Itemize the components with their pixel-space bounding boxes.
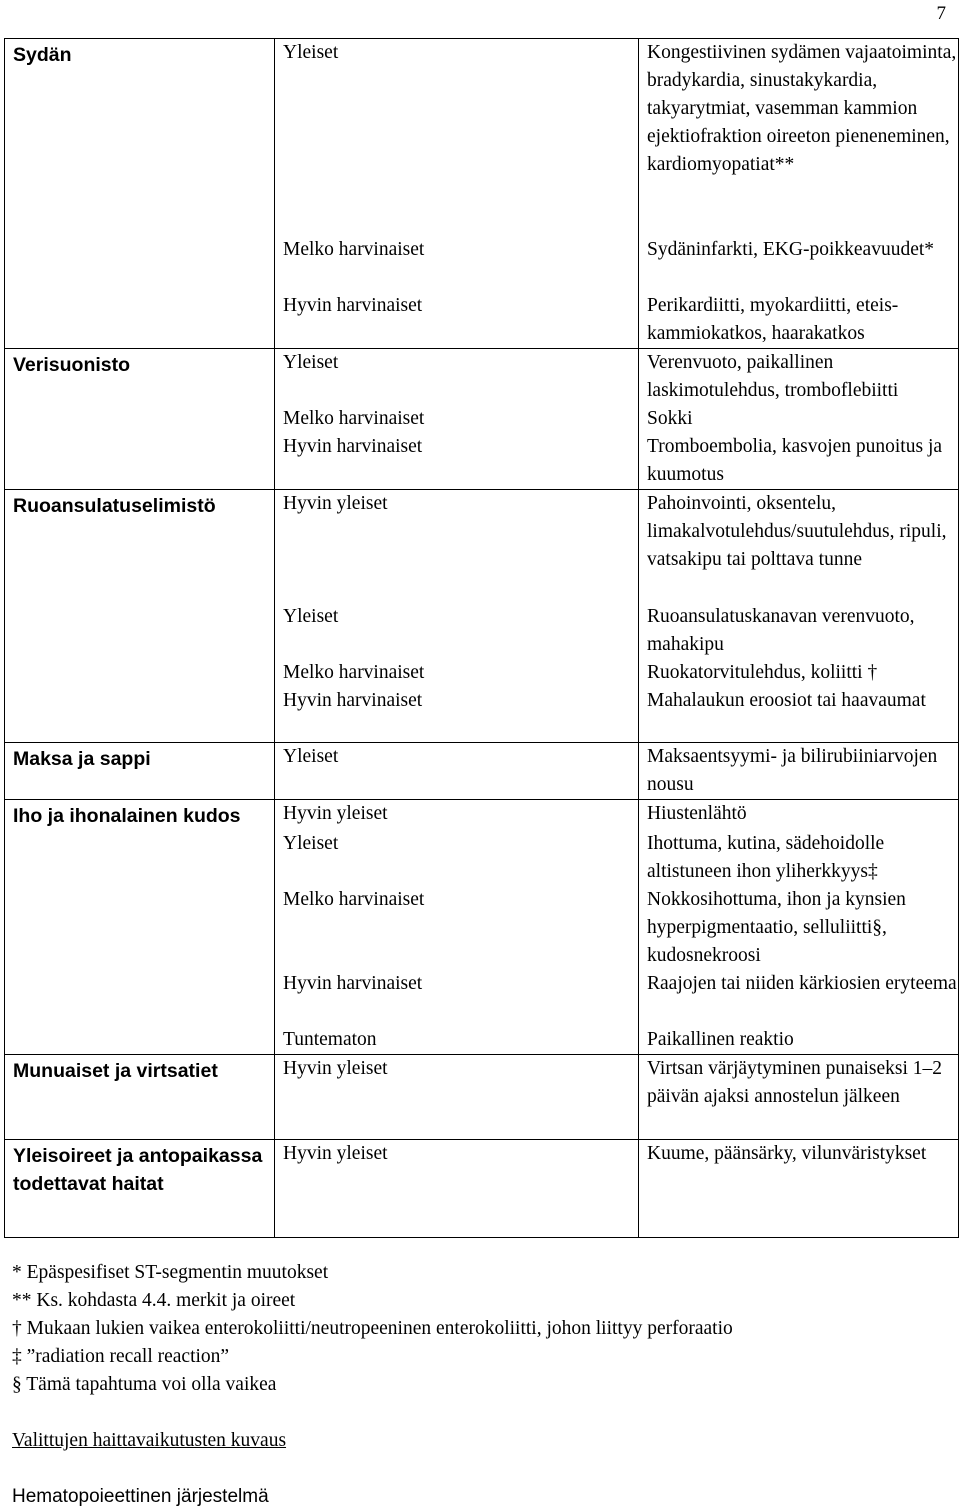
adverse-effect-cell: Ruoansulatuskanavan verenvuoto, mahakipu (647, 605, 915, 655)
organ-class-cell: Sydän (5, 39, 275, 236)
frequency-cell: Hyvin harvinaiset (275, 970, 639, 1026)
organ-class-cell (5, 405, 275, 433)
table-row (5, 970, 959, 1026)
organ-class-cell: Munuaiset ja virtsatiet (5, 1055, 275, 1140)
table-row (5, 659, 959, 687)
organ-class-cell: Ruoansulatuselimistö (5, 490, 275, 603)
adverse-effect-cell: Tromboembolia, kasvojen punoitus ja kuumotus (647, 436, 943, 485)
adverse-effect-cell: Hiustenlähtö (639, 800, 959, 831)
frequency-cell: Melko harvinaiset (275, 405, 639, 433)
table-row (5, 348, 959, 405)
adverse-effects-table (4, 38, 959, 1238)
frequency-cell: Yleiset (275, 743, 639, 800)
organ-class-cell (5, 1026, 275, 1055)
adverse-effect-cell: Kongestiivinen sydämen vajaatoiminta, bradykardia, sinustakykardia, takyarytmiat, vasemman kammion ejektiofraktion oireeton pieneneminen, kardiomyopatiat** (639, 39, 959, 236)
table-row (5, 603, 959, 659)
footnote: § Tämä tapahtuma voi olla vaikea (12, 1374, 277, 1395)
adverse-effect-cell: Perikardiitti, myokardiitti, eteis-kammiokatkos, haarakatkos (647, 294, 899, 344)
footnote: * Epäspesifiset ST-segmentin muutokset (12, 1262, 329, 1283)
frequency-cell: Hyvin yleiset (275, 1055, 639, 1140)
organ-class-cell (5, 970, 275, 1026)
adverse-effect-cell: Sydäninfarkti, EKG-poikkeavuudet* (647, 238, 935, 260)
organ-class-cell (5, 603, 275, 659)
page-number: 7 (936, 3, 946, 24)
frequency-cell: Yleiset (275, 603, 639, 659)
frequency-cell: Hyvin harvinaiset (275, 292, 639, 349)
footnote: ** Ks. kohdasta 4.4. merkit ja oireet (12, 1290, 296, 1311)
organ-class-cell (5, 292, 275, 349)
adverse-effect-cell: Raajojen tai niiden kärkiosien eryteema (647, 973, 957, 994)
frequency-cell: Hyvin harvinaiset (275, 687, 639, 743)
table-row (5, 236, 959, 292)
table-row (5, 433, 959, 490)
frequency-cell: Hyvin yleiset (275, 490, 639, 603)
frequency-cell: Melko harvinaiset (275, 236, 639, 292)
table-row (5, 292, 959, 349)
table-row (5, 886, 959, 970)
organ-class-cell: Verisuonisto (5, 348, 275, 405)
adverse-effect-cell: Nokkosihottuma, ihon ja kynsien hyperpigmentaatio, selluliitti§, kudosnekroosi (647, 889, 906, 966)
adverse-effect-cell: Mahalaukun eroosiot tai haavaumat (647, 689, 926, 711)
adverse-effect-cell: Ruokatorvitulehdus, koliitti † (647, 661, 878, 683)
adverse-effect-cell: Maksaentsyymi- ja bilirubiiniarvojen nousu (639, 743, 959, 800)
organ-class-cell: Iho ja ihonalainen kudos (5, 800, 275, 831)
adverse-effects-table-body (5, 39, 959, 1238)
footnote: † Mukaan lukien vaikea enterokoliitti/neutropeeninen enterokoliitti, johon liittyy perforaatio (12, 1318, 733, 1339)
adverse-effect-cell: Paikallinen reaktio (647, 1029, 794, 1050)
organ-class-cell (5, 659, 275, 687)
frequency-cell: Melko harvinaiset (275, 659, 639, 687)
organ-class-cell (5, 687, 275, 743)
organ-class-cell (5, 886, 275, 970)
table-row (5, 800, 959, 831)
adverse-effect-cell: Sokki (647, 408, 693, 429)
frequency-cell: Yleiset (275, 348, 639, 405)
footnote: ‡ ”radiation recall reaction” (12, 1346, 230, 1367)
table-row (5, 1026, 959, 1055)
subheading: Hematopoieettinen järjestelmä (12, 1486, 269, 1507)
section-heading: Valittujen haittavaikutusten kuvaus (12, 1430, 287, 1451)
table-row (5, 39, 959, 236)
adverse-effect-cell: Pahoinvointi, oksentelu, limakalvotulehdus/suutulehdus, ripuli, vatsakipu tai polttava tunne (639, 490, 959, 603)
footnotes (12, 1259, 733, 1399)
frequency-cell: Hyvin yleiset (275, 1140, 639, 1238)
frequency-cell: Yleiset (275, 830, 639, 886)
adverse-effect-cell: Kuume, päänsärky, vilunväristykset (639, 1140, 959, 1238)
table-row (5, 490, 959, 603)
organ-class-cell (5, 830, 275, 886)
frequency-cell: Yleiset (275, 39, 639, 236)
frequency-cell: Hyvin harvinaiset (275, 433, 639, 490)
table-row (5, 1140, 959, 1238)
adverse-effect-cell: Ihottuma, kutina, sädehoidolle altistuneen ihon yliherkkyys‡ (647, 833, 885, 882)
organ-class-cell (5, 236, 275, 292)
organ-class-cell (5, 433, 275, 490)
table-row (5, 687, 959, 743)
adverse-effect-cell: Verenvuoto, paikallinen laskimotulehdus, tromboflebiitti (639, 348, 959, 405)
frequency-cell: Hyvin yleiset (275, 800, 639, 831)
table-row (5, 830, 959, 886)
organ-class-cell: Maksa ja sappi (5, 743, 275, 800)
organ-class-cell: Yleisoireet ja antopaikassa todettavat haitat (5, 1140, 275, 1238)
frequency-cell: Tuntematon (275, 1026, 639, 1055)
table-row (5, 405, 959, 433)
frequency-cell: Melko harvinaiset (275, 886, 639, 970)
table-row (5, 1055, 959, 1140)
adverse-effect-cell: Virtsan värjäytyminen punaiseksi 1–2 päivän ajaksi annostelun jälkeen (639, 1055, 959, 1140)
table-row (5, 743, 959, 800)
